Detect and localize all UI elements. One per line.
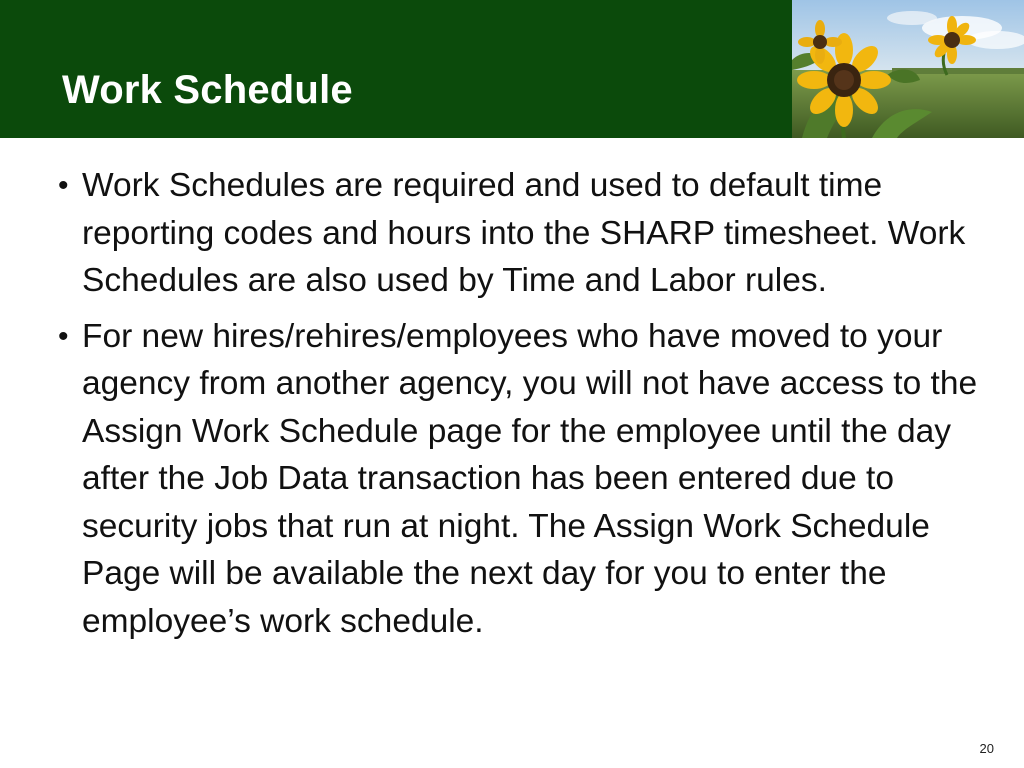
bullet-text: For new hires/rehires/employees who have moved to your agency from another agency, you will not have access to the Assign Work Schedule page for the employee until the day after the Job Data transaction has been entered due to security jobs that run at night. The Assign Work Schedule Page will be available the next day for you to enter the employee’s work schedule. [82,317,978,640]
bullet-list [58,162,988,645]
slide-body [58,162,988,653]
sunflower-field-image [792,0,1024,138]
bullet-item [58,313,988,646]
title-bar [0,0,1024,138]
slide-number: 20 [979,741,994,756]
bullet-marker: • [58,319,69,353]
bullet-marker: • [58,169,69,202]
bullet-item [58,162,988,305]
slide-title: Work Schedule [62,68,353,112]
bullet-text: Work Schedules are required and used to default time reporting codes and hours into the SHARP timesheet. Work Schedules are also used by Time and Labor rules. [82,167,966,299]
